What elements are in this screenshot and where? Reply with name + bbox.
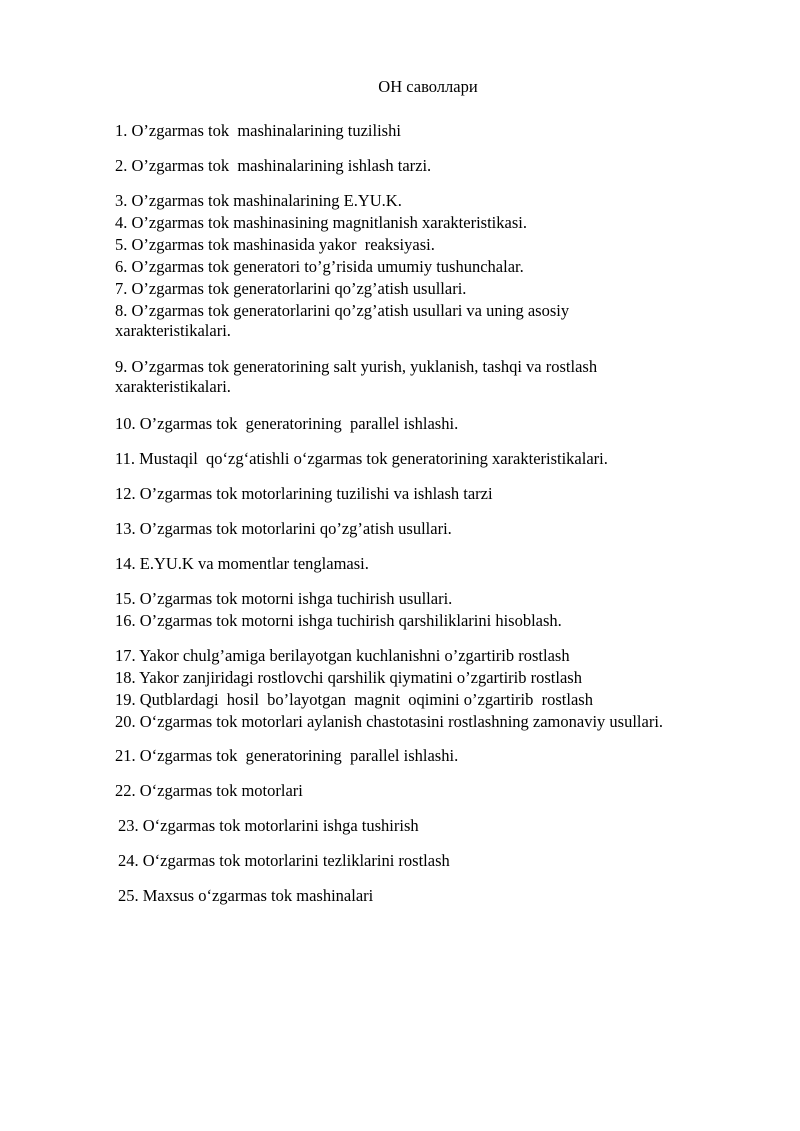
question-line-19: 19. Qutblardagi hosil bo’layotgan magnit oqimini o’zgartirib rostlash — [115, 690, 593, 709]
question-line-9-continued: xarakteristikalari. — [115, 377, 231, 396]
question-line-25: 25. Maxsus o‘zgarmas tok mashinalari — [118, 886, 374, 905]
question-line-13: 13. O’zgarmas tok motorlarini qo’zg’atish usullari. — [115, 519, 452, 538]
page-title — [0, 76, 800, 98]
question-line-14: 14. E.YU.K va momentlar tenglamasi. — [115, 554, 369, 573]
question-line-4: 4. O’zgarmas tok mashinasining magnitlanish xarakteristikasi. — [115, 213, 527, 232]
question-line-5: 5. O’zgarmas tok mashinasida yakor reaksiyasi. — [115, 235, 435, 254]
question-line-7: 7. O’zgarmas tok generatorlarini qo’zg’atish usullari. — [115, 279, 467, 298]
question-line-10: 10. O’zgarmas tok generatorining parallel ishlashi. — [115, 414, 459, 433]
question-line-18: 18. Yakor zanjiridagi rostlovchi qarshilik qiymatini o’zgartirib rostlash — [115, 668, 582, 687]
question-line-22: 22. O‘zgarmas tok motorlari — [115, 781, 303, 800]
page-title-text: ОН саволлари — [378, 77, 478, 96]
question-line-11: 11. Mustaqil qo‘zg‘atishli o‘zgarmas tok generatorining xarakteristikalari. — [115, 449, 608, 468]
question-line-16: 16. O’zgarmas tok motorni ishga tuchirish qarshiliklarini hisoblash. — [115, 611, 562, 630]
question-line-15: 15. O’zgarmas tok motorni ishga tuchirish usullari. — [115, 589, 453, 608]
question-line-2: 2. O’zgarmas tok mashinalarining ishlash tarzi. — [115, 156, 432, 175]
question-line-24: 24. O‘zgarmas tok motorlarini tezliklarini rostlash — [118, 851, 450, 870]
question-line-21: 21. O‘zgarmas tok generatorining parallel ishlashi. — [115, 746, 459, 765]
question-line-8-continued: xarakteristikalari. — [115, 321, 231, 340]
question-line-12: 12. O’zgarmas tok motorlarining tuzilishi va ishlash tarzi — [115, 484, 493, 503]
question-line-3: 3. O’zgarmas tok mashinalarining E.YU.K. — [115, 191, 402, 210]
question-line-17: 17. Yakor chulg’amiga berilayotgan kuchlanishni o’zgartirib rostlash — [115, 646, 570, 665]
question-line-20: 20. O‘zgarmas tok motorlari aylanish chastotasini rostlashning zamonaviy usullari. — [115, 712, 664, 731]
question-line-8: 8. O’zgarmas tok generatorlarini qo’zg’atish usullari va uning asosiy — [115, 301, 570, 320]
question-line-1: 1. O’zgarmas tok mashinalarining tuzilishi — [115, 121, 401, 140]
question-line-6: 6. O’zgarmas tok generatori to’g’risida umumiy tushunchalar. — [115, 257, 524, 276]
question-line-23: 23. O‘zgarmas tok motorlarini ishga tushirish — [118, 816, 419, 835]
question-line-9: 9. O’zgarmas tok generatorining salt yurish, yuklanish, tashqi va rostlash — [115, 357, 598, 376]
